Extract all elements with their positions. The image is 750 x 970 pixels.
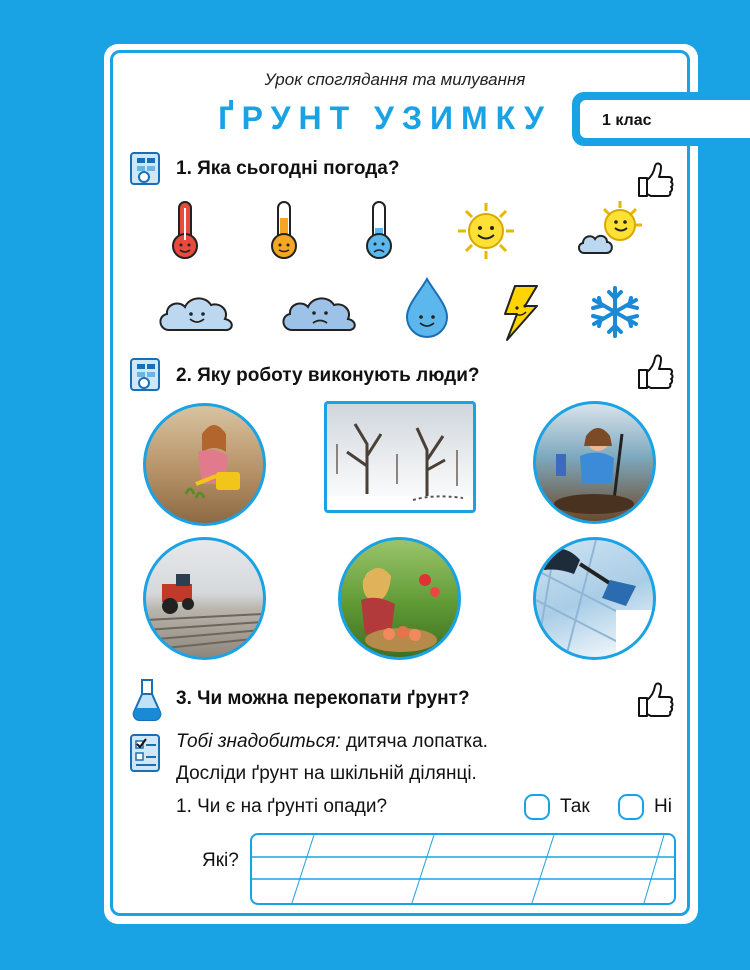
photo-girl-watering-plants: [143, 403, 266, 526]
worksheet-task-icon: [128, 149, 164, 187]
page-title: ҐРУНТ УЗИМКУ: [218, 100, 552, 136]
no-checkbox[interactable]: [618, 794, 644, 820]
question-1: 1. Яка сьогодні погода?: [176, 158, 400, 179]
worksheet-task-icon: [128, 355, 164, 393]
grade-label: 1 клас: [602, 112, 652, 129]
thumbs-up-icon: [635, 160, 677, 200]
flask-icon: [131, 678, 163, 722]
thermometer-cold-icon: [362, 200, 396, 260]
checklist-icon: [128, 731, 164, 775]
sun-cloud-icon: [576, 199, 646, 261]
subquestion-1: 1. Чи є на ґрунті опади?: [176, 796, 388, 817]
thermometer-warm-icon: [267, 200, 301, 260]
cloud-sad-icon: [280, 288, 360, 336]
sun-icon: [456, 201, 516, 261]
answer-writing-area[interactable]: [250, 833, 676, 905]
yes-checkbox[interactable]: [524, 794, 550, 820]
which-label: Які?: [202, 850, 239, 871]
lightning-icon: [497, 284, 541, 342]
needs-line: [176, 731, 488, 753]
needs-label: Тобі знадобиться:: [176, 731, 341, 752]
needs-item: дитяча лопатка.: [345, 731, 488, 752]
grade-tab: [572, 92, 750, 146]
lesson-subtitle: Урок споглядання та милування: [264, 70, 526, 89]
snowflake-icon: [587, 284, 643, 340]
cloud-happy-icon: [157, 288, 237, 336]
question-3: 3. Чи можна перекопати ґрунт?: [176, 688, 470, 709]
no-label: Ні: [654, 796, 672, 817]
thumbs-up-icon: [635, 352, 677, 392]
question-2: 2. Яку роботу виконують люди?: [176, 365, 480, 386]
yes-label: Так: [560, 796, 590, 817]
thermometer-hot-icon: [168, 200, 202, 260]
photo-snowy-winter-trees: [324, 401, 476, 513]
photo-shoveling-snow: [533, 537, 656, 660]
raindrop-icon: [405, 277, 449, 339]
photo-tractor-plowing-field: [143, 537, 266, 660]
explore-instruction: Досліди ґрунт на шкільній ділянці.: [176, 763, 477, 784]
photo-girl-picking-apples: [338, 537, 461, 660]
thumbs-up-icon: [635, 680, 677, 720]
photo-girl-digging-soil: [533, 401, 656, 524]
